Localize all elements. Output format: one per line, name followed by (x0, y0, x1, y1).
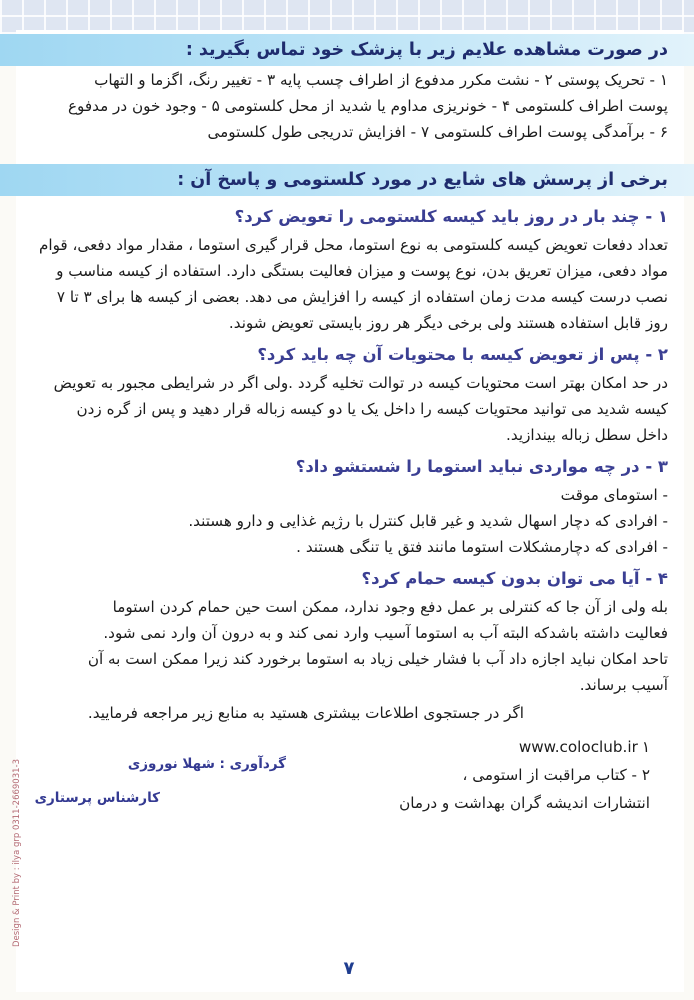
faq-answer-3-line-1: - استومای موقت (560, 486, 668, 504)
faq-question-4: ۴ - آیا می توان بدون کیسه حمام کرد؟ (361, 569, 668, 588)
reference-2-line-2: انتشارات اندیشه گران بهداشت و درمان (399, 794, 650, 812)
reference-1-number: ۱ (641, 738, 650, 756)
warning-section-band (0, 34, 694, 66)
faq-answer-4-line-1: بله ولی از آن جا که کنترلی بر عمل دفع وجود ندارد، ممکن است حین حمام کردن استوما (112, 598, 668, 616)
faq-section-title: برخی از پرسش های شایع در مورد کلستومی و پاسخ آن : (177, 170, 668, 190)
faq-answer-2-line-2: کیسه شدید می توانید محتویات کیسه را داخل یک یا دو کیسه زباله قرار دهید و پس از گره زدن (76, 400, 668, 418)
top-tile-pattern (0, 0, 694, 34)
faq-answer-2-line-3: داخل سطل زباله بیندازید. (506, 426, 668, 444)
warning-section-title: در صورت مشاهده علایم زیر با پزشک خود تماس بگیرید : (185, 40, 668, 60)
faq-answer-1-line-1: تعداد دفعات تعویض کیسه کلستومی به نوع استوما، محل قرار گیری استوما ، مقدار مواد دفعی، قوام (38, 236, 668, 254)
faq-answer-4-line-3: تاحد امکان نباید اجازه داد آب با فشار خیلی زیاد به استوما برخورد کند زیرا ممکن است به آن (87, 650, 668, 668)
faq-answer-1-line-4: روز قابل استفاده هستند ولی برخی دیگر هر روز بایستی تعویض شوند. (228, 314, 668, 332)
warning-line-3: ۶ - برآمدگی پوست اطراف کلستومی ۷ - افزایش تدریجی طول کلستومی (207, 123, 668, 141)
page-number: ۷ (343, 958, 355, 979)
faq-question-1: ۱ - چند بار در روز باید کیسه کلستومی را تعویض کرد؟ (234, 207, 668, 226)
warning-line-2: پوست اطراف کلستومی ۴ - خونریزی مداوم یا شدید از محل کلستومی ۵ - وجود خون در مدفوع (67, 97, 668, 115)
faq-answer-4-line-4: آسیب برساند. (579, 676, 668, 694)
faq-answer-3-line-3: - افرادی که دچارمشکلات استوما مانند فتق یا تنگی هستند . (296, 538, 668, 556)
compiler-role: کارشناس پرستاری (34, 790, 160, 806)
faq-question-2: ۲ - پس از تعویض کیسه با محتویات آن چه باید کرد؟ (257, 345, 668, 364)
compiler-credit: گردآوری : شهلا نوروزی (127, 756, 286, 772)
reference-2-line-1: ۲ - کتاب مراقبت از استومی ، (462, 766, 650, 784)
printer-note: Design & Print by : ilya grp 0311-2669031-3 (12, 759, 22, 948)
faq-answer-4-line-2: فعالیت داشته باشدکه البته آب به استوما آسیب وارد نمی کند و به درون آن وارد نمی شود. (103, 624, 668, 642)
references-intro: اگر در جستجوی اطلاعات بیشتری هستید به منابع زیر مراجعه فرمایید. (87, 704, 524, 722)
faq-answer-2-line-1: در حد امکان بهتر است محتویات کیسه در توالت تخلیه گردد .ولی اگر در شرایطی مجبور به تعویض (53, 374, 668, 392)
faq-question-3: ۳ - در چه مواردی نباید استوما را شستشو داد؟ (295, 457, 668, 476)
faq-answer-1-line-2: مواد دفعی، میزان تعریق بدن، نوع پوست و میزان فعالیت بستگی دارد. استفاده از کیسه مناسب و (56, 262, 668, 280)
reference-1 (450, 734, 650, 760)
faq-section-band (0, 164, 694, 196)
reference-1-text: www.coloclub.ir (518, 738, 638, 756)
warning-line-1: ۱ - تحریک پوستی ۲ - نشت مکرر مدفوع از اطراف چسب پایه ۳ - تغییر رنگ، اگزما و التهاب (94, 71, 668, 89)
faq-answer-3-line-2: - افرادی که دچار اسهال شدید و غیر قابل کنترل با رژیم غذایی و دارو هستند. (188, 512, 668, 530)
faq-answer-1-line-3: نصب درست کیسه مدت زمان استفاده از کیسه را افزایش می دهد. بعضی از کیسه ها برای ۳ تا ۷ (56, 288, 668, 306)
